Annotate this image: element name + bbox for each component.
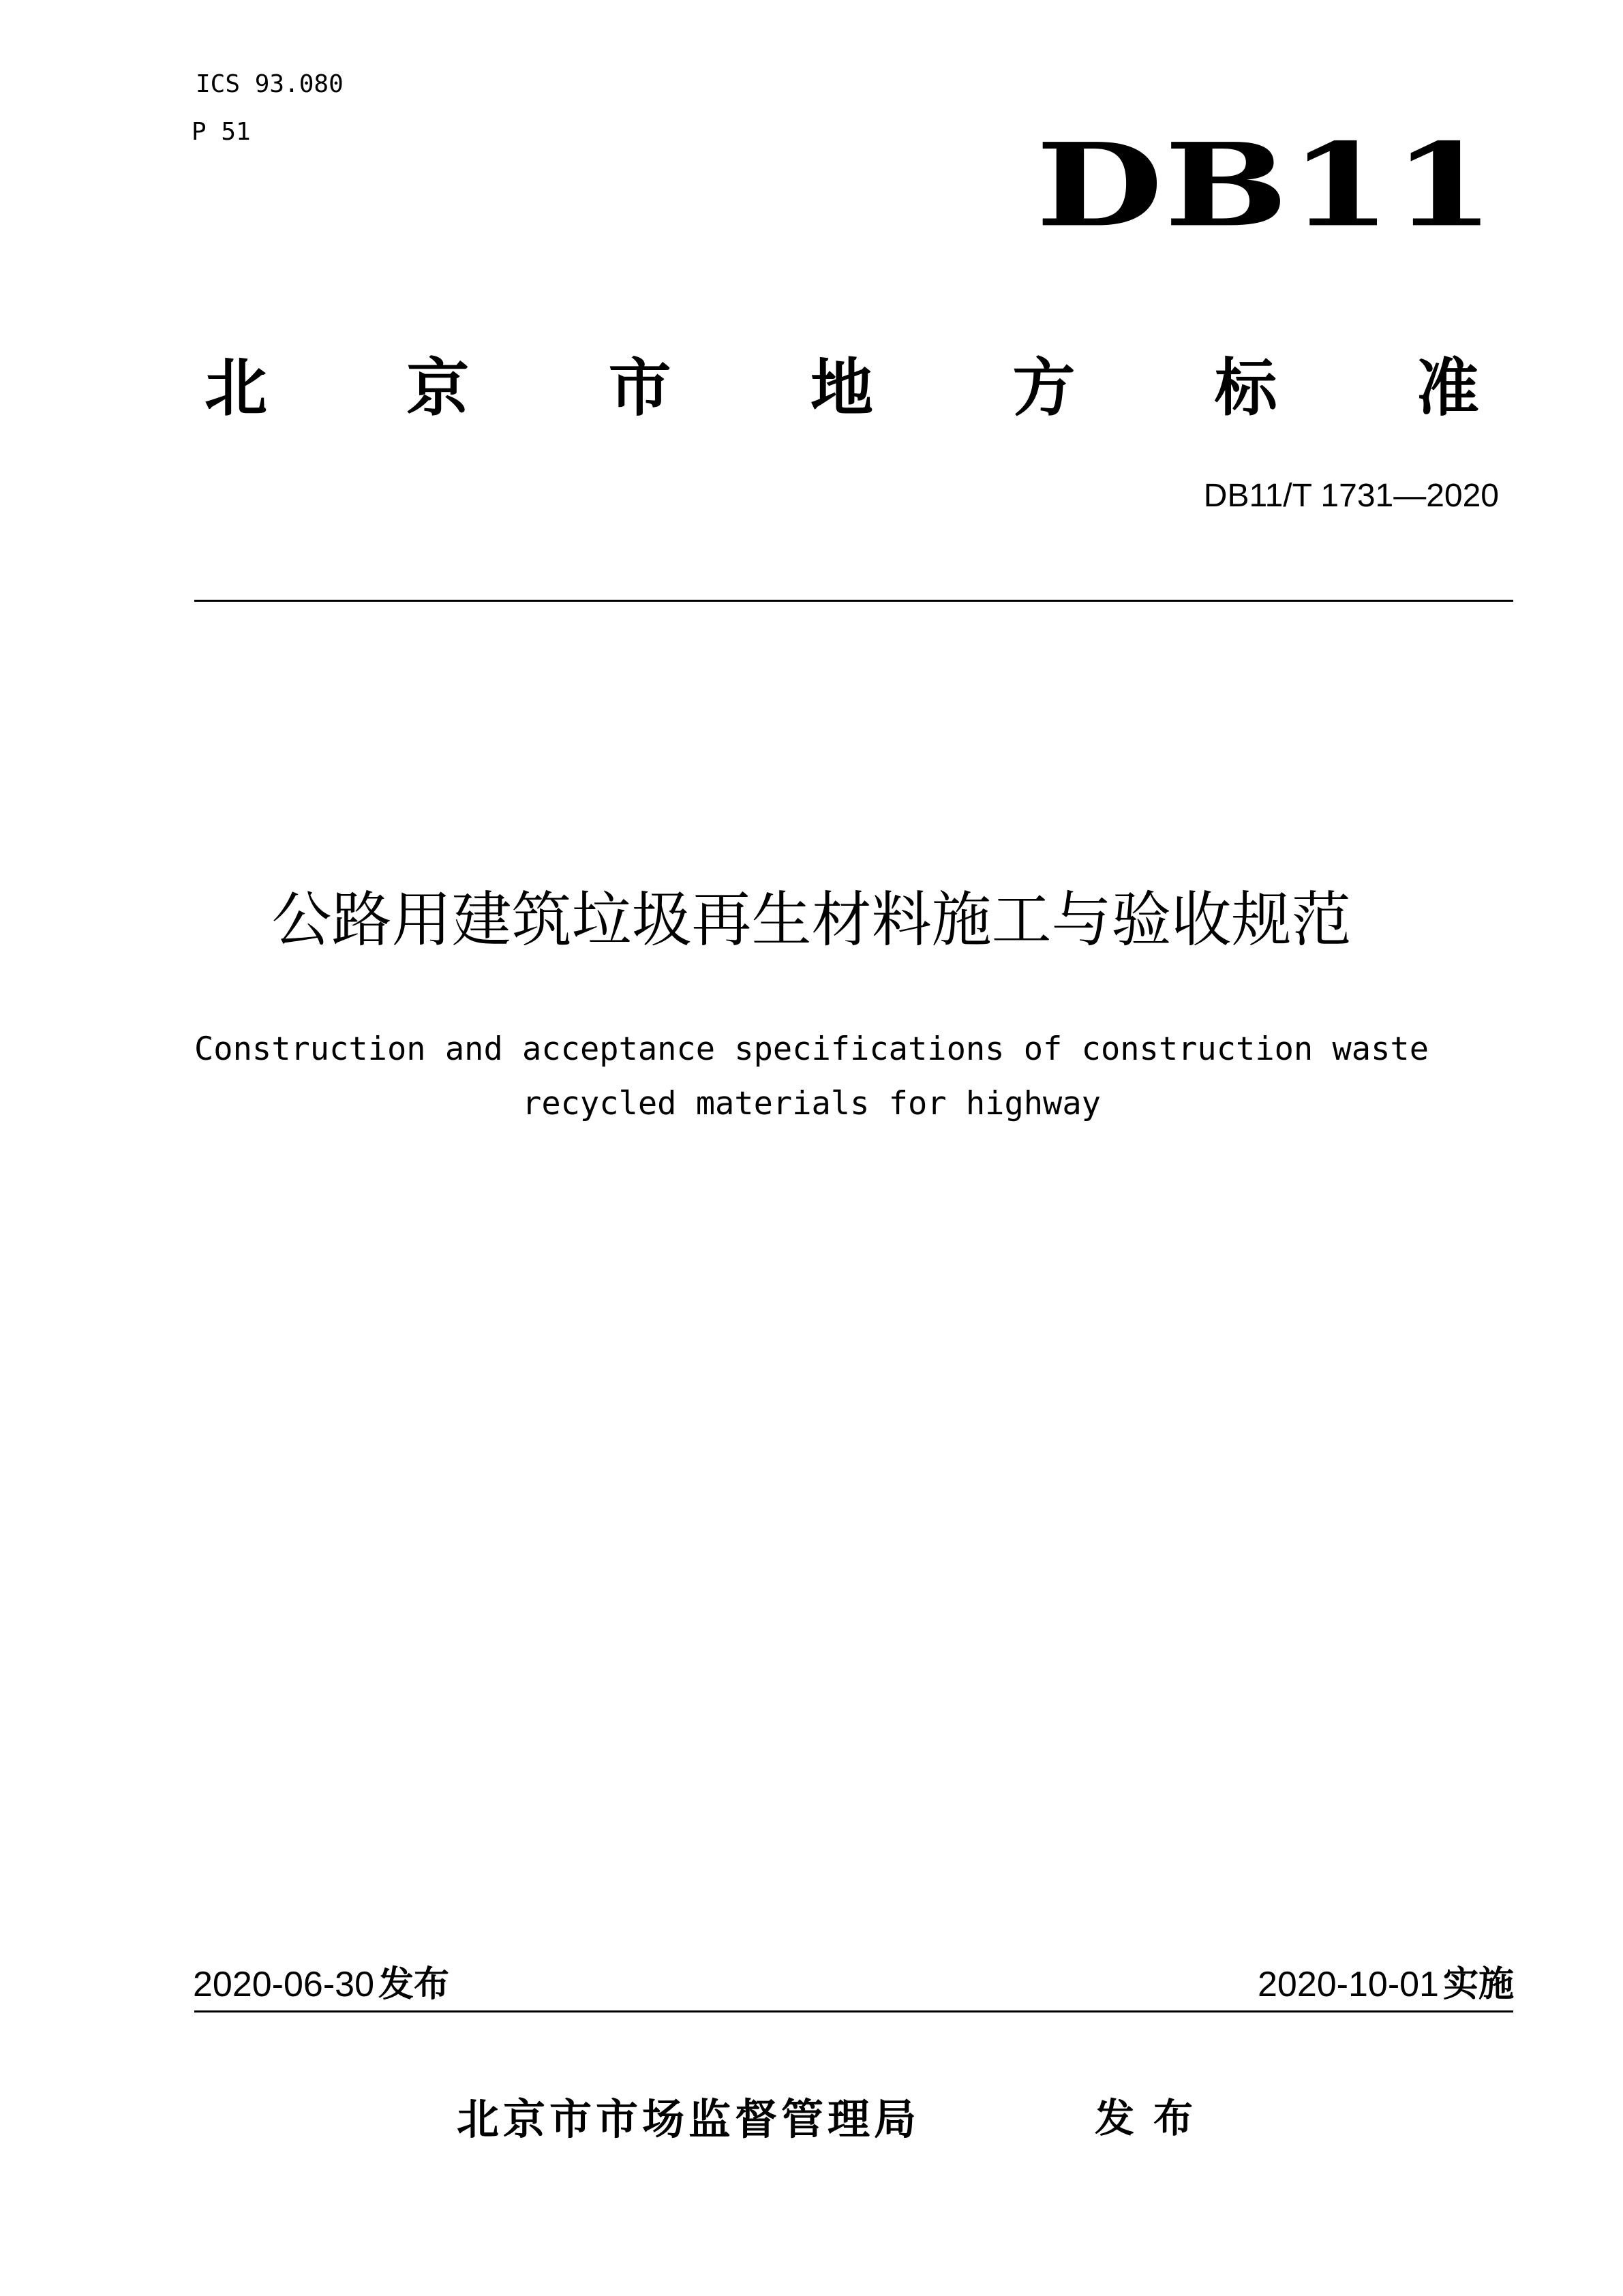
standard-type-char: 市 xyxy=(608,352,671,425)
standard-type-heading xyxy=(204,351,1479,426)
ics-code: ICS 93.080 xyxy=(196,70,344,98)
publish-date-block xyxy=(193,1963,449,2006)
issuer-action: 发布 xyxy=(1095,2095,1213,2141)
standard-type-char: 北 xyxy=(204,352,268,425)
standard-type-char: 京 xyxy=(406,352,470,425)
implement-date: 2020-10-01 xyxy=(1257,1965,1439,2004)
implement-label: 实施 xyxy=(1442,1964,1514,2005)
standard-type-char: 方 xyxy=(1012,352,1076,425)
publish-label: 发布 xyxy=(378,1964,450,2005)
standard-type-char: 地 xyxy=(810,352,873,425)
db11-logo: DB11 xyxy=(1035,117,1496,253)
implement-date-block xyxy=(1258,1963,1514,2006)
title-english-line: recycled materials for highway xyxy=(522,1085,1101,1122)
standard-code: DB11/T 1731—2020 xyxy=(1203,478,1499,514)
title-english xyxy=(0,1022,1623,1131)
issuer-name: 北京市市场监督管理局 xyxy=(457,2094,921,2144)
standard-type-char: 准 xyxy=(1416,352,1479,425)
ccs-code: P 51 xyxy=(192,118,251,146)
top-divider xyxy=(194,600,1513,602)
publish-date: 2020-06-30 xyxy=(193,1965,374,2004)
bottom-divider xyxy=(194,2010,1513,2012)
title-chinese: 公路用建筑垃圾再生材料施工与验收规范 xyxy=(271,885,1352,955)
title-english-line: Construction and acceptance specifications of construction waste xyxy=(194,1030,1429,1068)
standard-type-char: 标 xyxy=(1214,352,1277,425)
